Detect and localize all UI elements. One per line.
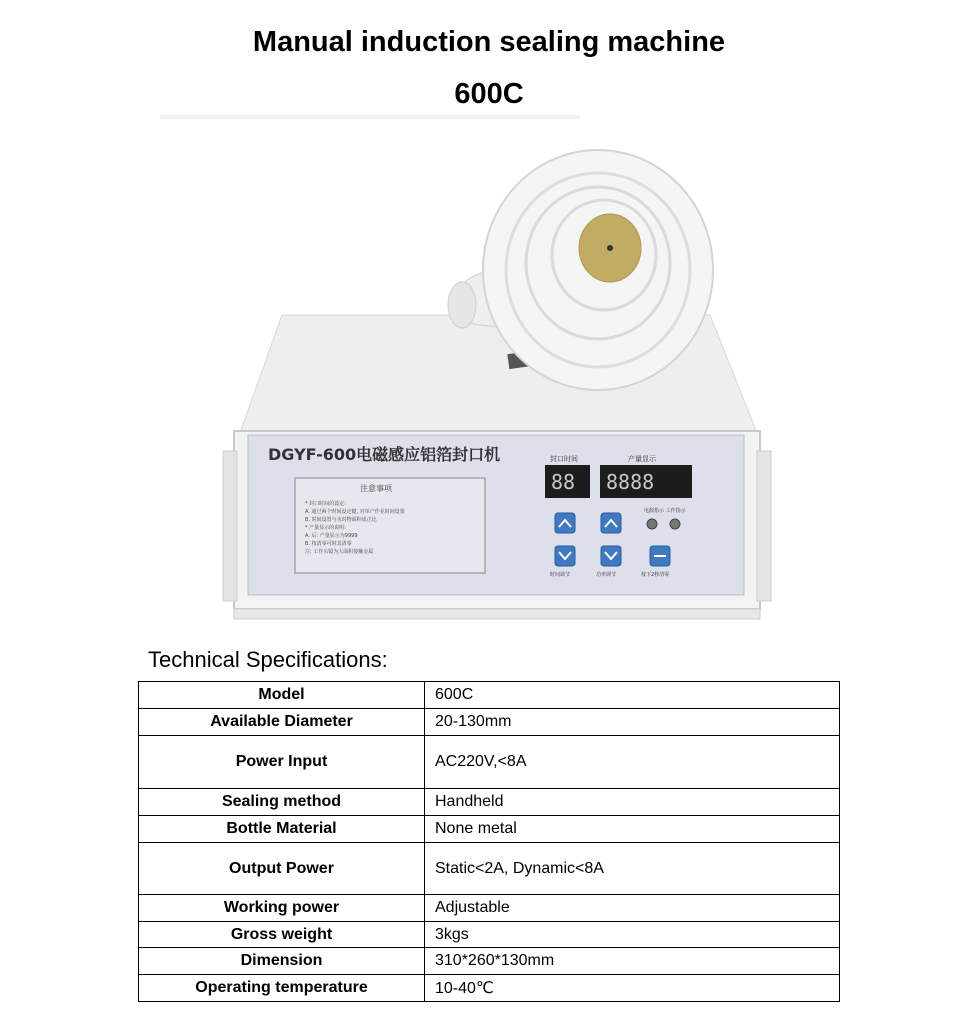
table-row — [139, 682, 840, 709]
machine-label: DGYF-600电磁感应铝箔封口机 — [268, 445, 501, 464]
specs-heading: Technical Specifications: — [148, 647, 388, 672]
indicator-label: 电源指示 工作指示 — [644, 508, 686, 514]
count-display-label: 产量显示 — [628, 455, 656, 463]
reset-button[interactable] — [650, 546, 670, 566]
spec-value: 310*260*130mm — [425, 948, 840, 975]
reset-label: 按下2秒清零 — [641, 572, 670, 578]
spec-label: Output Power — [139, 843, 425, 895]
spec-value: Static<2A, Dynamic<8A — [425, 843, 840, 895]
notice-title: 注意事项 — [360, 484, 392, 493]
notice-line: * 封口时间的设定: — [305, 501, 346, 507]
table-row — [139, 816, 840, 843]
spec-value: Handheld — [425, 789, 840, 816]
spec-label: Operating temperature — [139, 975, 425, 1002]
spec-label: Sealing method — [139, 789, 425, 816]
table-row — [139, 709, 840, 736]
model-heading: 600C — [454, 78, 524, 110]
table-row — [139, 895, 840, 922]
spec-value: 10-40℃ — [425, 975, 840, 1002]
count-digits: 8888 — [606, 470, 655, 494]
table-row — [139, 736, 840, 789]
spec-value: None metal — [425, 816, 840, 843]
spec-value: 20-130mm — [425, 709, 840, 736]
time-up-button[interactable] — [555, 513, 575, 533]
page-title: Manual induction sealing machine — [252, 26, 726, 58]
table-row — [139, 789, 840, 816]
notice-line: B. 按清零可时其清零 — [305, 541, 352, 547]
notice-line: A. 后: 产量显示为9999 — [305, 533, 358, 539]
spec-label: Model — [139, 682, 425, 709]
spec-label: Bottle Material — [139, 816, 425, 843]
spec-label: Gross weight — [139, 922, 425, 948]
power-up-button[interactable] — [601, 513, 621, 533]
power-indicator — [647, 519, 657, 529]
table-row — [139, 922, 840, 948]
table-row — [139, 843, 840, 895]
spec-value: 600C — [425, 682, 840, 709]
spec-label: Working power — [139, 895, 425, 922]
time-adjust-label: 时间调节 — [550, 572, 571, 578]
spec-label: Power Input — [139, 736, 425, 789]
spec-value: AC220V,<8A — [425, 736, 840, 789]
spec-value: 3kgs — [425, 922, 840, 948]
time-down-button[interactable] — [555, 546, 575, 566]
work-indicator — [670, 519, 680, 529]
notice-line: A. 通过两个时间设定键, 对单产作业时间设置 — [305, 509, 405, 515]
power-adjust-label: 功率调节 — [596, 572, 617, 578]
spec-value: Adjustable — [425, 895, 840, 922]
table-row — [139, 948, 840, 975]
product-photo — [150, 115, 810, 635]
specs-table — [138, 681, 840, 1002]
spec-label: Available Diameter — [139, 709, 425, 736]
table-row — [139, 975, 840, 1002]
time-display-label: 封口时间 — [550, 455, 578, 463]
time-digits: 88 — [551, 470, 576, 494]
notice-line: 注: 工作头镜为大面积接触金属 — [305, 549, 374, 555]
notice-line: * 产量显示的说明: — [305, 525, 346, 531]
spec-label: Dimension — [139, 948, 425, 975]
notice-line: B. 时间设置与水封物面积成正比 — [305, 517, 377, 523]
power-down-button[interactable] — [601, 546, 621, 566]
